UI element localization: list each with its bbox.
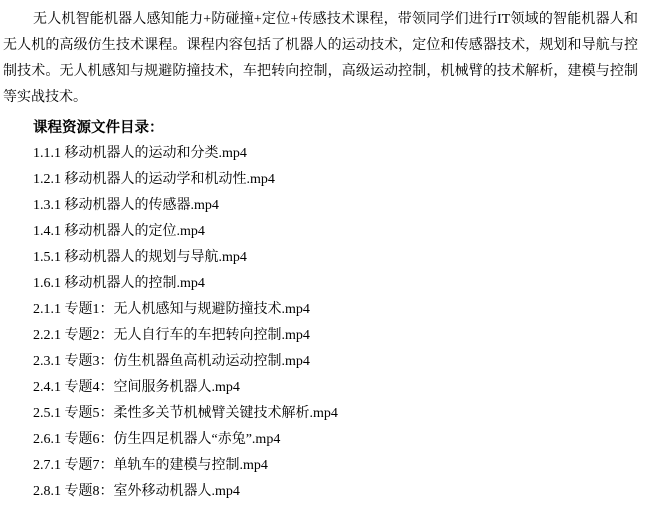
file-list-item: 1.2.1 移动机器人的运动学和机动性.mp4 (33, 172, 275, 187)
intro-line: 无人机的高级仿生技术课程。课程内容包括了机器人的运动技术，定位和传感器技术，规划和导航与控 (3, 38, 638, 53)
intro-line: 制技术。无人机感知与规避防撞技术，车把转向控制，高级运动控制，机械臂的技术解析，建模与控制 (3, 64, 638, 79)
file-list (33, 141, 638, 505)
file-list-item: 1.6.1 移动机器人的控制.mp4 (33, 276, 205, 291)
file-list-item: 2.4.1 专题4：空间服务机器人.mp4 (33, 380, 240, 395)
file-list-item: 2.1.1 专题1：无人机感知与规避防撞技术.mp4 (33, 302, 310, 317)
intro-line: 等实战技术。 (3, 90, 87, 105)
file-list-item: 2.2.1 专题2：无人自行车的车把转向控制.mp4 (33, 328, 310, 343)
file-list-item: 1.5.1 移动机器人的规划与导航.mp4 (33, 250, 247, 265)
file-list-item: 1.1.1 移动机器人的运动和分类.mp4 (33, 146, 247, 161)
intro-paragraph (3, 7, 638, 111)
catalog-heading: 课程资源文件目录： (33, 120, 164, 136)
file-list-item: 1.4.1 移动机器人的定位.mp4 (33, 224, 205, 239)
file-list-item: 2.3.1 专题3：仿生机器鱼高机动运动控制.mp4 (33, 354, 310, 369)
file-list-item: 2.7.1 专题7：单轨车的建模与控制.mp4 (33, 458, 268, 473)
file-list-item: 2.8.1 专题8：室外移动机器人.mp4 (33, 484, 240, 499)
file-list-item: 2.6.1 专题6：仿生四足机器人“赤兔”.mp4 (33, 432, 281, 447)
file-list-item: 1.3.1 移动机器人的传感器.mp4 (33, 198, 219, 213)
intro-line: 无人机智能机器人感知能力+防碰撞+定位+传感技术课程，带领同学们进行IT领域的智能机器人和 (33, 12, 638, 27)
file-list-item: 2.5.1 专题5：柔性多关节机械臂关键技术解析.mp4 (33, 406, 338, 421)
